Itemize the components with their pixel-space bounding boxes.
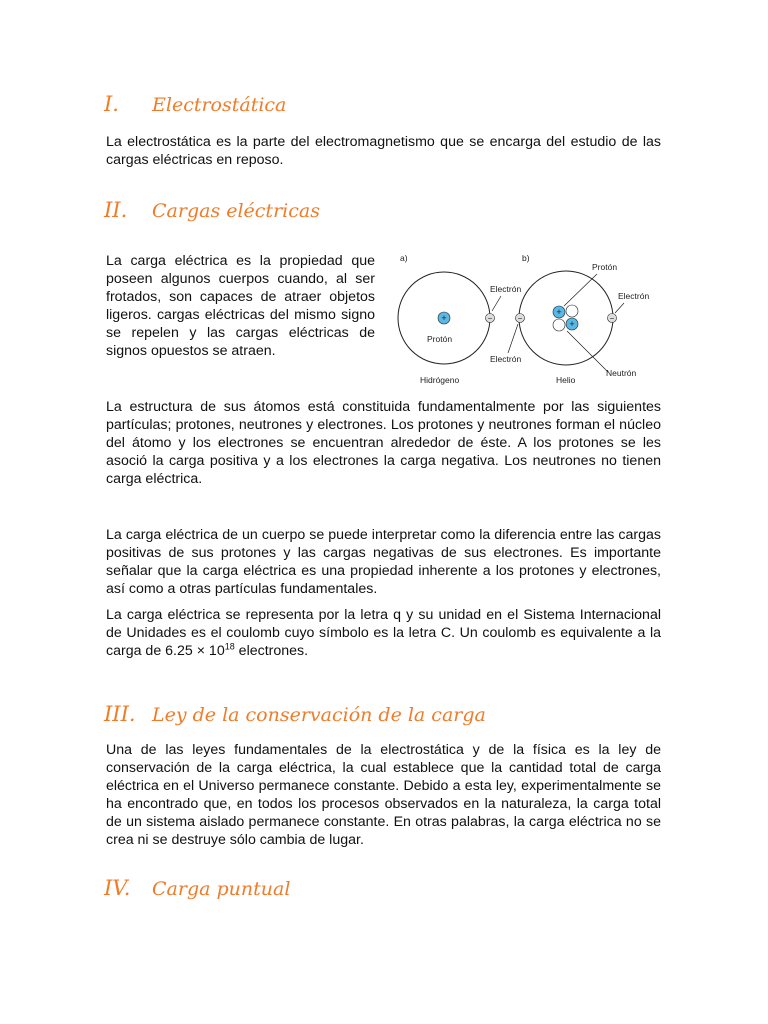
electron-minus: − <box>517 314 523 323</box>
section-title: Electrostática <box>152 94 287 116</box>
section-numeral: III. <box>104 702 136 726</box>
paragraph-conservacion: Una de las leyes fundamentales de la electrostática y de la física es la ley de conservación de la carga eléctrica, la cual establece que la cantidad total de carga eléctrica en el Universo permanece constante. Debido a esta ley, experimentalmente se ha encontrado que, en todos los procesos observados en la naturaleza, la carga total de un sistema aislado permanece constante. En otras palabras, la carga eléctrica no se crea ni se destruye sólo cambia de lugar. <box>106 742 661 848</box>
b-electron-right-pointer <box>615 303 624 313</box>
proton-plus: + <box>441 313 447 323</box>
b-electron-left-pointer <box>508 324 518 353</box>
a-electron-pointer <box>492 296 501 311</box>
label-a: a) <box>400 253 408 263</box>
section-title: Cargas eléctricas <box>152 200 320 222</box>
paragraph-electrostatica: La electrostática es la parte del electromagnetismo que se encarga del estudio de las cargas eléctricas en reposo. <box>106 134 661 168</box>
a-electron-label: Electrón <box>490 284 522 294</box>
atom-diagram <box>392 248 664 390</box>
paragraph-unidad <box>106 606 661 660</box>
unidad-text-end: electrones. <box>234 643 309 659</box>
helium-neutron-2 <box>553 319 565 331</box>
paragraph-estructura: La estructura de sus átomos está constituida fundamentalmente por las siguientes partículas; protones, neutrones y electrones. Los protones y neutrones forman el núcleo del átomo y los electrones se encuentran alrededor de éste. A los protones se les asoció la carga positiva y a los electrones la carga negativa. Los neutrones no tienen carga eléctrica. <box>106 399 661 487</box>
b-electron-right-label: Electrón <box>618 291 650 301</box>
section-numeral: IV. <box>104 876 131 900</box>
a-proton-label: Protón <box>427 334 453 344</box>
section-numeral: II. <box>104 198 128 222</box>
section-heading-3 <box>104 702 486 726</box>
section-heading-4 <box>104 876 290 900</box>
section-heading-1 <box>104 92 286 116</box>
a-caption: Hidrógeno <box>420 375 460 385</box>
paragraph-carga-intro: La carga eléctrica es la propiedad que poseen algunos cuerpos cuando, al ser frotados, son capaces de atraer objetos ligeros. cargas eléctricas del mismo signo se repelen y las cargas eléctricas de signos opuestos se atraen. <box>106 253 375 359</box>
b-caption: Helio <box>556 375 576 385</box>
b-proton-pointer <box>564 274 597 306</box>
section-heading-2 <box>104 198 320 222</box>
b-proton-label: Protón <box>592 262 618 272</box>
label-b: b) <box>522 253 530 263</box>
electron-minus: − <box>487 314 493 323</box>
section-title: Carga puntual <box>152 878 291 900</box>
electron-minus: − <box>609 314 615 323</box>
b-neutron-pointer <box>567 331 608 372</box>
unidad-text: La carga eléctrica se representa por la letra q y su unidad en el Sistema Internacional de Unidades es el coulomb cuyo símbolo es la letra C. Un coulomb es equivalente a la carga de 6.25 × 10 <box>106 607 661 659</box>
b-electron-left-label: Electrón <box>490 354 522 364</box>
helium-neutron-1 <box>566 305 578 317</box>
proton-plus: + <box>569 319 575 329</box>
section-title: Ley de la conservación de la carga <box>152 704 486 726</box>
helium-orbit <box>519 271 613 365</box>
section-numeral: I. <box>104 92 119 116</box>
paragraph-diferencia: La carga eléctrica de un cuerpo se puede interpretar como la diferencia entre las cargas positivas de sus protones y las cargas negativas de sus electrones. Es importante señalar que la carga eléctrica es una propiedad inherente a los protones y electrones, así como a otras partículas fundamentales. <box>106 527 661 597</box>
unidad-exponent: 18 <box>224 641 235 652</box>
b-neutron-label: Neutrón <box>606 368 637 378</box>
proton-plus: + <box>556 307 562 317</box>
